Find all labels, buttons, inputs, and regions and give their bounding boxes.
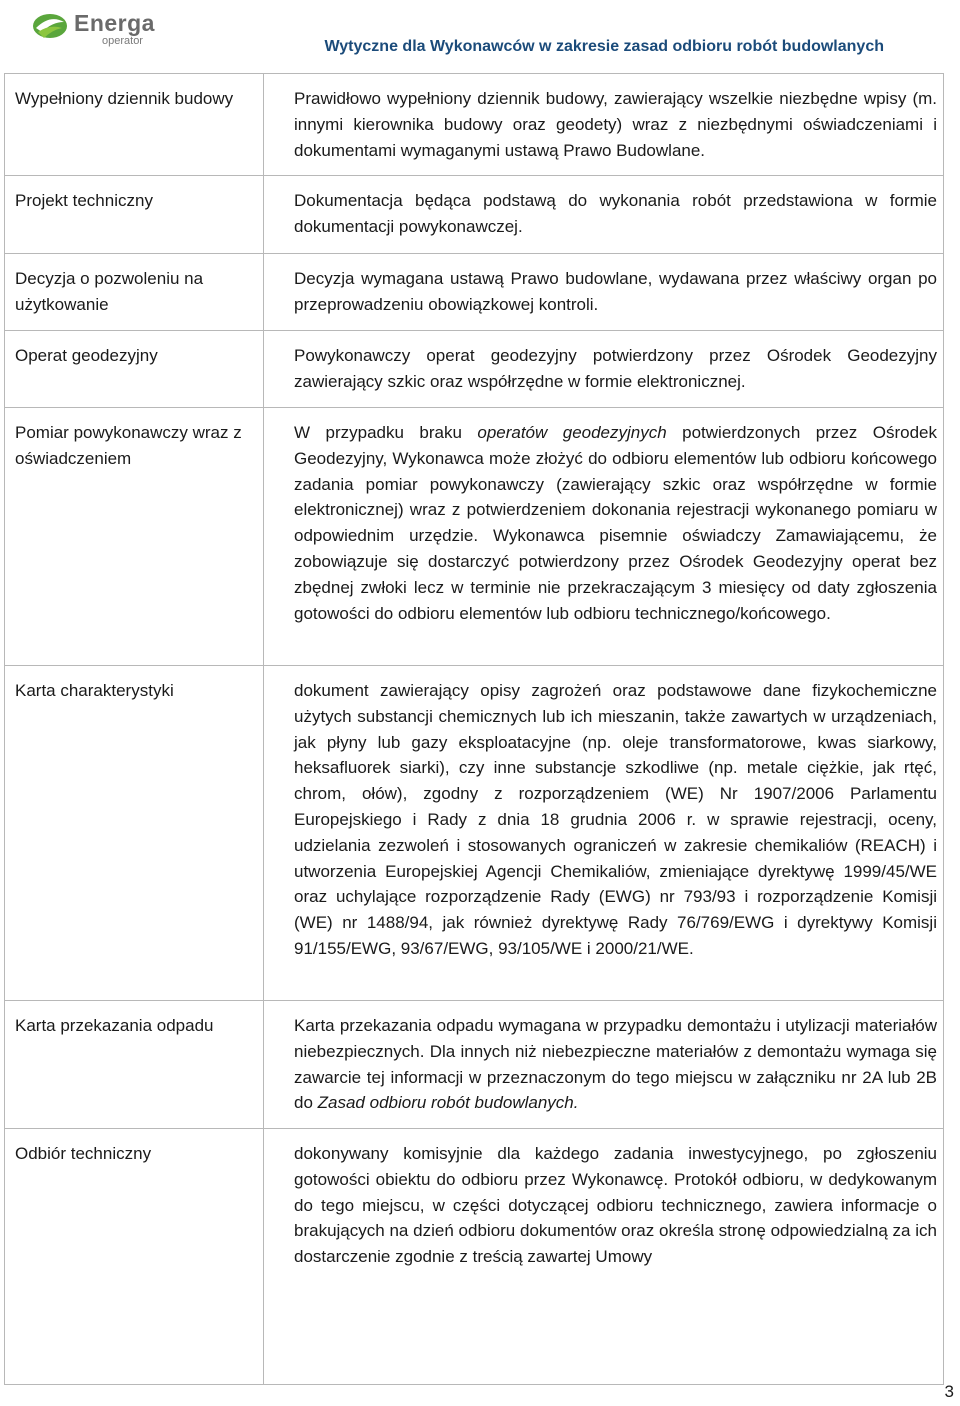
term-cell: Pomiar powykonawczy wraz z oświadczeniem [4,407,263,665]
logo-subtext: operator [102,35,143,47]
table-row [4,330,944,407]
definition-cell: dokonywany komisyjnie dla każdego zadania inwestycyjnego, po zgłoszeniu gotowości obiektu do odbioru przez Wykonawcę. Protokół odbioru, w dedykowanym do tego miejscu, w części dotyczącej odbioru technicznego, zawiera informacje o brakujących na dzień odbioru dokumentów oraz określa stronę odpowiedzialną za ich dostarczenie zgodnie z treścią zawartej Umowy [263,1128,944,1385]
table-row [4,253,944,330]
definition-cell: Powykonawczy operat geodezyjny potwierdzony przez Ośrodek Geodezyjny zawierający szkic oraz współrzędne w formie elektronicznej. [263,330,944,407]
definition-text: W przypadku braku [294,423,478,442]
definition-cell [263,407,944,665]
table-row [4,1000,944,1128]
definition-emphasis: Zasad odbioru robót budowlanych. [317,1093,579,1113]
definition-text: Karta przekazania odpadu wymagana w przypadku demontażu i utylizacji materiałów niebezpiecznych. Dla innych niż niebezpieczne materiałów z demontażu wymaga się zawarcie tej informacji w przeznaczonym do tego miejscu w załączniku nr 2A lub 2B do [294,1016,937,1113]
table-row [4,1128,944,1385]
definition-text: potwierdzonych przez Ośrodek Geodezyjny, Wykonawca może złożyć do odbioru elementów lub odbioru końcowego zadania pomiar powykonawczy (zawierający szkic oraz współrzędne w formie elektronicznej) wraz z potwierdzeniem dokonania rejestracji wykonanego pomiaru w odpowiednim urzędzie. Wykonawca pisemnie oświadczy Zamawiającemu, że zobowiązuje się dostarczyć potwierdzony przez Ośrodek Geodezyjny operat bez zbędnej zwłoki lecz w terminie nie przekraczającym 3 miesięcy od daty zgłoszenia gotowości do odbioru elementów lub odbioru technicznego/końcowego. [294,423,937,623]
energa-leaf-icon [30,10,70,42]
term-cell: Operat geodezyjny [4,330,263,407]
definition-cell [263,1000,944,1128]
table-row [4,407,944,665]
logo-text: Energa [74,10,155,36]
definition-cell: Dokumentacja będąca podstawą do wykonania robót przedstawiona w formie dokumentacji powykonawczej. [263,175,944,253]
definition-cell: dokument zawierający opisy zagrożeń oraz podstawowe dane fizykochemiczne użytych substancji chemicznych lub ich mieszanin, także zawartych w urządzeniach, jak płyny lub gazy eksploatacyjne (np. oleje transformatorowe, kwas siarkowy, heksafluorek siarki), czy inne substancje szkodliwe (np. metale ciężkie, jak rtęć, chrom, ołów), zgodny z rozporządzeniem (WE) Nr 1907/2006 Parlamentu Europejskiego i Rady z dnia 18 grudnia 2006 r. w sprawie rejestracji, oceny, udzielania zezwoleń i stosowanych ograniczeń w zakresie chemikaliów (REACH) i utworzenia Europejskiej Agencji Chemikaliów, zmieniające dyrektywę 1999/45/WE oraz uchylające rozporządzenie Rady (EWG) nr 793/93 i rozporządzenie Komisji (WE) nr 1488/94, jak również dyrektywę Rady 76/769/EWG i dyrektywy Komisji 91/155/EWG, 93/67/EWG, 93/105/WE i 2000/21/WE. [263,665,944,1000]
term-cell: Decyzja o pozwoleniu na użytkowanie [4,253,263,330]
term-cell: Karta przekazania odpadu [4,1000,263,1128]
definition-cell: Decyzja wymagana ustawą Prawo budowlane, wydawana przez właściwy organ po przeprowadzeniu obowiązkowej kontroli. [263,253,944,330]
page-header [0,0,960,70]
page-number: 3 [944,1382,954,1401]
definition-cell: Prawidłowo wypełniony dziennik budowy, zawierający wszelkie niezbędne wpisy (m. innymi kierownika budowy oraz geodety) wraz z niezbędnymi oświadczeniami i dokumentami wymaganymi ustawą Prawo Budowlane. [263,73,944,175]
term-cell: Wypełniony dziennik budowy [4,73,263,175]
table-row [4,665,944,1000]
definitions-table [4,73,944,1385]
term-cell: Odbiór techniczny [4,1128,263,1385]
table-row [4,73,944,175]
term-cell: Karta charakterystyki [4,665,263,1000]
table-row [4,175,944,253]
term-cell: Projekt techniczny [4,175,263,253]
document-title: Wytyczne dla Wykonawców w zakresie zasad odbioru robót budowlanych [324,38,884,55]
energa-logo [30,8,170,48]
definition-emphasis: operatów geodezyjnych [477,423,667,442]
